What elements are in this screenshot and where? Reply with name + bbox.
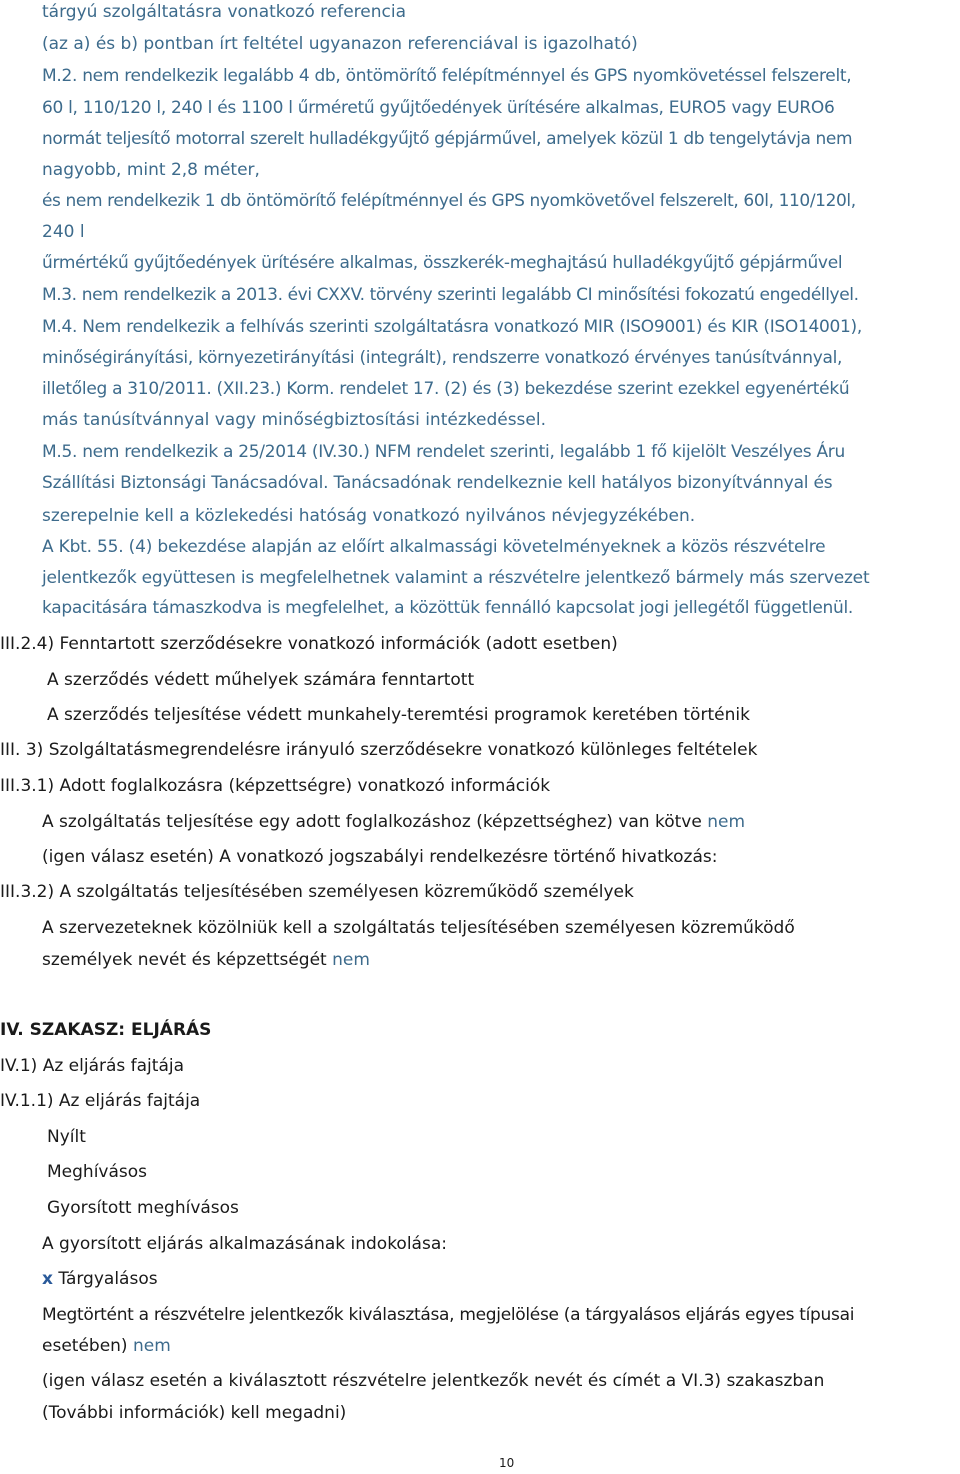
selection-note-line-1: (igen válasz esetén a kiválasztott részvételre jelentkezők nevét és címét a VI.3) szakaszban	[42, 1371, 825, 1391]
selection-question-text: esetében)	[42, 1336, 128, 1356]
option-accelerated: Gyorsított meghívásos	[47, 1198, 239, 1218]
criteria-m4-line-1: M.4. Nem rendelkezik a felhívás szerinti szolgáltatásra vonatkozó MIR (ISO9001) és KIR (ISO14001),	[42, 317, 862, 337]
profession-question-text: A szolgáltatás teljesítése egy adott foglalkozáshoz (képzettséghez) van kötve	[42, 812, 702, 832]
criteria-kbt-line-2: jelentkezők együttesen is megfelelhetnek valamint a részvételre jelentkező bármely más szervezet	[42, 568, 870, 588]
checked-mark: x	[42, 1269, 53, 1289]
criteria-m4-line-2: minőségirányítási, környezetirányítási (integrált), rendszerre vonatkozó érvényes tanúsítvánnyal,	[42, 348, 843, 368]
criteria-m5-line-1: M.5. nem rendelkezik a 25/2014 (IV.30.) NFM rendelet szerinti, legalább 1 fő kijelölt Veszélyes Áru	[42, 442, 845, 462]
option-negotiated	[42, 1268, 158, 1290]
criteria-m4-line-4: más tanúsítvánnyal vagy minőségbiztosítási intézkedéssel.	[42, 410, 546, 430]
criteria-m3-line: M.3. nem rendelkezik a 2013. évi CXXV. törvény szerinti legalább CI minősítési fokozatú engedéllyel.	[42, 285, 859, 305]
criteria-m2-line-1: M.2. nem rendelkezik legalább 4 db, öntömörítő felépítménnyel és GPS nyomkövetéssel felszerelt,	[42, 66, 852, 86]
heading-iii-3: III. 3) Szolgáltatásmegrendelésre irányuló szerződésekre vonatkozó különleges feltételek	[0, 740, 758, 760]
criteria-m2-line-4: nagyobb, mint 2,8 méter,	[42, 160, 260, 180]
heading-iii-3-1: III.3.1) Adott foglalkozásra (képzettségre) vonatkozó információk	[0, 776, 551, 796]
staff-answer: nem	[332, 950, 370, 970]
criteria-kbt-line-1: A Kbt. 55. (4) bekezdése alapján az előírt alkalmassági követelményeknek a közös részvételre	[42, 537, 826, 557]
option-negotiated-label: Tárgyalásos	[58, 1269, 158, 1289]
criteria-m5-line-3: szerepelnie kell a közlekedési hatóság vonatkozó nyilvános névjegyzékében.	[42, 506, 696, 526]
criteria-m2-line-2: 60 l, 110/120 l, 240 l és 1100 l űrméretű gyűjtőedények ürítésére alkalmas, EURO5 vagy EURO6	[42, 98, 835, 118]
page-number: 10	[499, 1456, 515, 1470]
criteria-m2-line-3: normát teljesítő motorral szerelt hulladékgyűjtő gépjárművel, amelyek közül 1 db tengelytávja nem	[42, 129, 853, 149]
heading-iv-1: IV.1) Az eljárás fajtája	[0, 1056, 185, 1076]
profession-answer: nem	[707, 812, 746, 832]
criteria-line-2: (az a) és b) pontban írt feltétel ugyanazon referenciával is igazolható)	[42, 34, 638, 54]
selection-question-line-1: Megtörtént a részvételre jelentkezők kiválasztása, megjelölése (a tárgyalásos eljárás egyes típusai	[42, 1305, 855, 1325]
criteria-m5-line-2: Szállítási Biztonsági Tanácsadóval. Tanácsadónak rendelkeznie kell hatályos bizonyítvánnyal és	[42, 473, 833, 493]
criteria-m2-line-5: és nem rendelkezik 1 db öntömörítő felépítménnyel és GPS nyomkövetővel felszerelt, 60l, 110/120l,	[42, 191, 856, 211]
criteria-m2-line-7: űrmértékű gyűjtőedények ürítésére alkalmas, összkerék-meghajtású hulladékgyűjtő gépjárművel	[42, 253, 843, 273]
staff-question-line-1: A szervezeteknek közölniük kell a szolgáltatás teljesítésében személyesen közreműködő	[42, 918, 795, 938]
selection-note-line-2: (További információk) kell megadni)	[42, 1403, 347, 1423]
criteria-m2-line-6: 240 l	[42, 222, 85, 242]
heading-iv-1-1: IV.1.1) Az eljárás fajtája	[0, 1091, 201, 1111]
profession-reference: (igen válasz esetén) A vonatkozó jogszabályi rendelkezésre történő hivatkozás:	[42, 847, 718, 867]
staff-question-line-2	[42, 949, 370, 971]
heading-iii-3-2: III.3.2) A szolgáltatás teljesítésében személyesen közreműködő személyek	[0, 882, 634, 902]
reserved-workshops: A szerződés védett műhelyek számára fenntartott	[47, 670, 475, 690]
section-iv-title: IV. SZAKASZ: ELJÁRÁS	[0, 1020, 212, 1040]
criteria-kbt-line-3: kapacitására támaszkodva is megfelelhet, a közöttük fennálló kapcsolat jogi jellegétől függetlenül.	[42, 598, 853, 618]
staff-question-text: személyek nevét és képzettségét	[42, 950, 327, 970]
heading-iii-2-4: III.2.4) Fenntartott szerződésekre vonatkozó információk (adott esetben)	[0, 634, 618, 654]
reserved-programs: A szerződés teljesítése védett munkahely-teremtési programok keretében történik	[47, 705, 750, 725]
criteria-line-1: tárgyú szolgáltatásra vonatkozó referencia	[42, 2, 407, 22]
selection-question-line-2	[42, 1335, 171, 1357]
accelerated-reason: A gyorsított eljárás alkalmazásának indokolása:	[42, 1234, 447, 1254]
selection-answer: nem	[132, 1336, 171, 1356]
profession-question	[42, 811, 745, 833]
criteria-m4-line-3: illetőleg a 310/2011. (XII.23.) Korm. rendelet 17. (2) és (3) bekezdése szerint ezekkel egyenértékű	[42, 379, 850, 399]
option-open: Nyílt	[47, 1127, 86, 1147]
option-invitation: Meghívásos	[47, 1162, 148, 1182]
